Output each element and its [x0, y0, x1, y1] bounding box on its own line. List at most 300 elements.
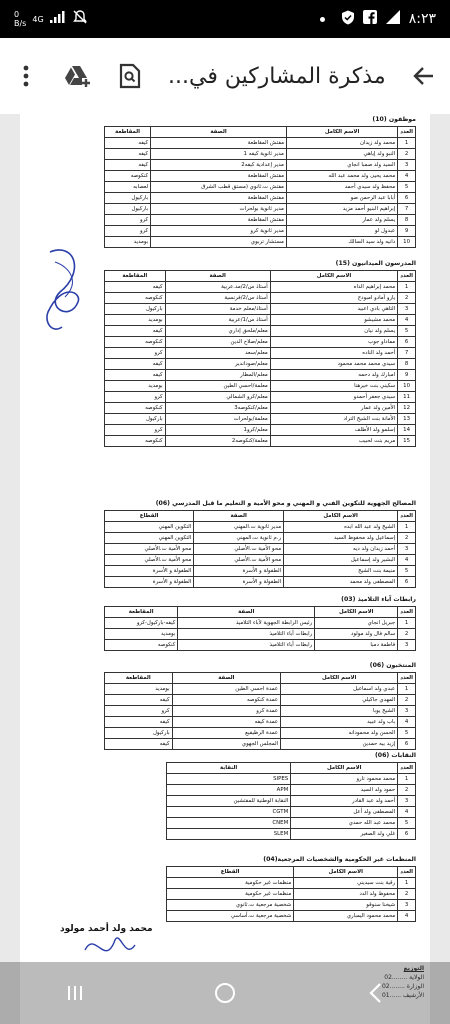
- section-title: موظفون (10): [372, 116, 416, 123]
- table-row: [105, 326, 416, 337]
- column-header: المقاطعة: [105, 271, 166, 282]
- column-header: النقابة: [167, 763, 291, 774]
- chevron-left-icon: [368, 982, 382, 1004]
- add-to-drive-button[interactable]: [64, 62, 92, 90]
- arrow-back-icon: [413, 66, 435, 86]
- battery-icon: [385, 9, 401, 29]
- table-cell: محمد يحيى ولد محمد عبد الله: [286, 171, 397, 182]
- table-cell: رئيس الرابطة الجهوية لآباء التلاميذ: [178, 618, 315, 629]
- table-cell: مدير ثانوية بولحرات: [151, 204, 287, 215]
- table-cell: كنكوصه: [105, 436, 166, 447]
- table-cell: أستاذ/معلم خدمة: [165, 304, 270, 315]
- shield-icon: [341, 10, 355, 29]
- table-cell: الطفولة و الأسرة: [194, 566, 284, 577]
- network-type: 4G: [32, 14, 44, 24]
- table-row: [105, 522, 416, 533]
- table-row: [105, 533, 416, 544]
- table-cell: يسلم ولد نيان: [270, 326, 397, 337]
- status-bar: [0, 0, 450, 38]
- table-cell: 8: [398, 359, 416, 370]
- distribution-item: الأرشيف ......01: [381, 992, 424, 999]
- table-cell: إزيد بيه حمدين: [281, 739, 398, 750]
- table-cell: 6: [398, 193, 416, 204]
- table-cell: 3: [398, 544, 416, 555]
- table-cell: 5: [398, 182, 416, 193]
- table-row: [105, 359, 416, 370]
- distribution-title: التوزيع: [403, 965, 424, 972]
- table-cell: 4: [398, 315, 416, 326]
- column-header: العدد: [398, 271, 416, 282]
- table-row: [167, 818, 416, 829]
- table-cell: 5: [398, 326, 416, 337]
- table-cell: محفوظ ولد الدد: [294, 889, 398, 900]
- ngo-table: [166, 866, 416, 922]
- facebook-icon: [363, 10, 377, 28]
- recent-apps-button[interactable]: [55, 973, 95, 1013]
- table-cell: معلمة/بولحرات: [165, 414, 270, 425]
- table-cell: رابطات آباء التلاميذ: [178, 640, 315, 651]
- table-cell: 2: [398, 533, 416, 544]
- table-header-row: [105, 511, 416, 522]
- column-header: الاسم الكامل: [270, 271, 397, 282]
- elected-officials-table: [104, 672, 416, 750]
- table-row: [105, 555, 416, 566]
- section-title: المنتخبون (06): [369, 662, 416, 669]
- table-cell: مدير إعدادية كيفه2: [151, 160, 287, 171]
- column-header: العدد: [398, 511, 416, 522]
- recent-apps-icon: [65, 983, 85, 1003]
- table-cell: عمدة كيفه: [172, 717, 281, 728]
- column-header: المقاطعة: [105, 127, 151, 138]
- table-cell: الأمانة بنت الشيخ التراد: [270, 414, 397, 425]
- table-cell: 1: [398, 522, 416, 533]
- table-header-row: [167, 763, 416, 774]
- table-row: [105, 381, 416, 392]
- staff-table: [104, 126, 416, 248]
- table-cell: كنكوصه: [105, 171, 151, 182]
- table-cell: باب ولد عبيد: [281, 717, 398, 728]
- table-row: [105, 425, 416, 436]
- table-cell: السيد ولد صمبا انجاي: [286, 160, 397, 171]
- table-cell: مفتش المقاطعة: [151, 215, 287, 226]
- table-row: [105, 204, 416, 215]
- table-cell: مريم بنت لحبيب: [270, 436, 397, 447]
- table-cell: رابطات آباء التلاميذ: [178, 629, 315, 640]
- table-cell: محمد محمود تارو: [291, 774, 398, 785]
- distribution-item: الوزارة ........02: [381, 983, 424, 990]
- table-cell: 7: [398, 204, 416, 215]
- table-cell: مستشار تربوي: [151, 237, 287, 248]
- dot-icon: [320, 17, 325, 22]
- table-cell: معلم/كرو الشمالي: [165, 392, 270, 403]
- table-row: [105, 149, 416, 160]
- table-cell: معلمة/كنكوصه2: [165, 436, 270, 447]
- table-cell: المهدي جاكيلي: [281, 695, 398, 706]
- table-cell: بومديد: [105, 629, 178, 640]
- table-cell: 1: [398, 138, 416, 149]
- table-cell: 3: [398, 160, 416, 171]
- column-header: الاسم الكامل: [291, 763, 398, 774]
- table-cell: كيفه: [105, 695, 173, 706]
- home-button[interactable]: [205, 973, 245, 1013]
- find-in-page-icon: [119, 63, 141, 89]
- table-cell: 1: [398, 618, 416, 629]
- document-title: مذكرة المشاركين في...: [168, 63, 386, 89]
- table-cell: APM: [167, 785, 291, 796]
- column-header: الصفة: [151, 127, 287, 138]
- table-cell: معلمة/احسي الطين: [165, 381, 270, 392]
- table-cell: النبو ولد إياهي: [286, 149, 397, 160]
- table-cell: كنكوصه: [105, 640, 178, 651]
- table-row: [105, 293, 416, 304]
- table-cell: المجلس الجهوي: [172, 739, 281, 750]
- table-cell: 2: [398, 293, 416, 304]
- table-row: [167, 889, 416, 900]
- table-cell: CNEM: [167, 818, 291, 829]
- table-row: [105, 370, 416, 381]
- table-row: [167, 807, 416, 818]
- table-cell: امبارك ولد دحمه: [270, 370, 397, 381]
- table-cell: أحمد زيدان ولد ديه: [284, 544, 398, 555]
- table-cell: شخصية مرجعية ت.ثانوي: [167, 900, 294, 911]
- table-row: [105, 171, 416, 182]
- table-cell: 1: [398, 282, 416, 293]
- table-cell: ر.م ثانوية ت.المهني: [194, 533, 284, 544]
- table-cell: محمد محمود اليمباري: [294, 911, 398, 922]
- table-cell: محفظ ولد سيدي أحمد: [286, 182, 397, 193]
- column-header: العدد: [398, 607, 416, 618]
- table-cell: 1: [398, 878, 416, 889]
- status-left: [14, 9, 88, 29]
- table-cell: 6: [398, 739, 416, 750]
- table-cell: محمد إبراهيم الداه: [270, 282, 397, 293]
- table-cell: منظمات غير حكومية: [167, 878, 294, 889]
- section-title: رابطات آباء التلاميذ (03): [341, 596, 416, 603]
- table-cell: كيفه: [105, 160, 151, 171]
- table-cell: 2: [398, 889, 416, 900]
- table-row: [105, 618, 416, 629]
- table-cell: مدير ثانوية ت.المهني: [194, 522, 284, 533]
- table-row: [105, 138, 416, 149]
- table-cell: مفتش ت.ثانوي (مستق قطب الشرق: [151, 182, 287, 193]
- table-row: [167, 796, 416, 807]
- table-cell: الأمين ولد عمار: [270, 403, 397, 414]
- table-cell: منيمة بنت الشيخ: [284, 566, 398, 577]
- table-row: [105, 739, 416, 750]
- table-cell: CGTM: [167, 807, 291, 818]
- table-cell: 2: [398, 149, 416, 160]
- table-cell: 4: [398, 717, 416, 728]
- table-cell: بومديد: [105, 237, 151, 248]
- table-header-row: [105, 127, 416, 138]
- table-cell: عبدي ولد اسماعيل: [281, 684, 398, 695]
- table-cell: 6: [398, 337, 416, 348]
- table-cell: المصطفى ولد أعل: [291, 807, 398, 818]
- table-cell: بومديد: [105, 315, 166, 326]
- table-cell: محمد مشيشو: [270, 315, 397, 326]
- table-row: [105, 695, 416, 706]
- table-cell: 3: [398, 640, 416, 651]
- table-cell: سيدي جعفر أحمدو: [270, 392, 397, 403]
- table-cell: معلم/المطار: [165, 370, 270, 381]
- table-cell: مفتش المقاطعة: [151, 138, 287, 149]
- table-cell: التكوين المهني: [105, 533, 194, 544]
- table-cell: أستاذ س/1/عربية: [165, 315, 270, 326]
- drive-add-icon: [64, 64, 92, 88]
- signal-icon: [50, 11, 66, 27]
- table-cell: سالم فال ولد مولود: [315, 629, 398, 640]
- table-cell: مفتش المقاطعة: [151, 193, 287, 204]
- table-row: [167, 829, 416, 840]
- more-options-button[interactable]: [12, 62, 40, 90]
- table-cell: 2: [398, 695, 416, 706]
- table-row: [167, 878, 416, 889]
- table-cell: معلم/صلاح الدين: [165, 337, 270, 348]
- table-cell: 4: [398, 911, 416, 922]
- mute-icon: [72, 9, 88, 29]
- pdf-page-2: [20, 484, 430, 1024]
- table-cell: 6: [398, 829, 416, 840]
- table-cell: 5: [398, 566, 416, 577]
- table-cell: أستاذ س/2/مد.عربية: [165, 282, 270, 293]
- table-cell: كرو: [105, 425, 166, 436]
- table-row: [105, 182, 416, 193]
- table-row: [105, 544, 416, 555]
- table-cell: كرو: [105, 392, 166, 403]
- table-cell: محو الأمية ت.الأصلي: [105, 555, 194, 566]
- table-cell: كرو: [105, 215, 151, 226]
- table-row: [105, 315, 416, 326]
- table-row: [105, 640, 416, 651]
- table-cell: الطفولة و الأسرة: [194, 577, 284, 588]
- back-nav-button[interactable]: [355, 973, 395, 1013]
- table-cell: شخصية مرجعية ت.أساسي: [167, 911, 294, 922]
- table-cell: 5: [398, 818, 416, 829]
- more-vert-icon: [23, 65, 29, 87]
- table-cell: لعصابه: [105, 182, 151, 193]
- column-header: العدد: [398, 673, 416, 684]
- app-bar-actions: [12, 62, 144, 90]
- table-cell: 1: [398, 684, 416, 695]
- table-cell: 3: [398, 796, 416, 807]
- table-row: [105, 403, 416, 414]
- table-row: [105, 629, 416, 640]
- table-cell: باركيول: [105, 728, 173, 739]
- table-cell: 7: [398, 348, 416, 359]
- signer-name: محمد ولد أحمد مولود: [60, 924, 153, 934]
- section-title: النقابات (06): [374, 752, 416, 759]
- clock-time: ٨:٢٣: [408, 11, 436, 27]
- table-cell: كيفه: [105, 370, 166, 381]
- table-cell: باركيول: [105, 204, 151, 215]
- table-cell: 10: [398, 381, 416, 392]
- table-cell: منظمات غير حكومية: [167, 889, 294, 900]
- table-cell: كيفه: [105, 326, 166, 337]
- table-cell: محو الأمية ت.الأصلي: [194, 544, 284, 555]
- column-header: الاسم الكامل: [315, 607, 398, 618]
- table-cell: أحمد ولد الناده: [270, 348, 397, 359]
- table-cell: مدير ثانوية كرو: [151, 226, 287, 237]
- section-title: المدرسون الميدانيون (15): [335, 260, 416, 267]
- table-row: [105, 193, 416, 204]
- table-row: [167, 900, 416, 911]
- table-cell: 4: [398, 807, 416, 818]
- table-header-row: [167, 867, 416, 878]
- table-cell: 15: [398, 436, 416, 447]
- table-cell: كرو: [105, 706, 173, 717]
- column-header: الاسم الكامل: [281, 673, 398, 684]
- column-header: الصفة: [178, 607, 315, 618]
- table-cell: إسماعيل ولد محفوظ السيد: [284, 533, 398, 544]
- column-header: العدد: [398, 127, 416, 138]
- search-in-document-button[interactable]: [116, 62, 144, 90]
- table-cell: 1: [398, 774, 416, 785]
- table-cell: رقية بنت سيديني: [294, 878, 398, 889]
- table-cell: أحمد ولد عبد القادر: [291, 796, 398, 807]
- unions-table: [166, 762, 416, 840]
- table-cell: 2: [398, 785, 416, 796]
- table-cell: محو الأمية ت.الأصلي: [194, 555, 284, 566]
- table-cell: شيخنا سنوقو: [294, 900, 398, 911]
- table-row: [105, 566, 416, 577]
- table-cell: إبراهيم البنيو أحمد مزيد: [286, 204, 397, 215]
- app-bar: [0, 38, 450, 114]
- table-cell: سيدي محمد محمد محمود: [270, 359, 397, 370]
- table-cell: SIPES: [167, 774, 291, 785]
- table-row: [105, 414, 416, 425]
- teachers-table: [104, 270, 416, 447]
- table-row: [105, 706, 416, 717]
- table-cell: كيفه-باركيول-كرو: [105, 618, 178, 629]
- table-cell: الشيخ ولد عبد الله ابده: [284, 522, 398, 533]
- table-cell: أستاذ س/2/فرنسية: [165, 293, 270, 304]
- table-cell: كنكوصه: [105, 293, 166, 304]
- table-cell: كيفه: [105, 359, 166, 370]
- table-cell: أبابا عبد الرحمن صو: [286, 193, 397, 204]
- table-cell: 11: [398, 392, 416, 403]
- table-row: [105, 226, 416, 237]
- column-header: العدد: [398, 867, 416, 878]
- column-header: العدد: [398, 763, 416, 774]
- table-header-row: [105, 673, 416, 684]
- table-cell: المصطفى ولد محمد: [284, 577, 398, 588]
- table-cell: 4: [398, 171, 416, 182]
- table-cell: بومديد: [105, 381, 166, 392]
- back-button[interactable]: [410, 62, 438, 90]
- table-cell: غلي ولد الصغير: [291, 829, 398, 840]
- table-cell: 5: [398, 728, 416, 739]
- table-row: [105, 684, 416, 695]
- table-cell: 3: [398, 900, 416, 911]
- table-cell: 9: [398, 370, 416, 381]
- table-cell: يسلم ولد عمار: [286, 215, 397, 226]
- table-row: [105, 337, 416, 348]
- table-cell: 14: [398, 425, 416, 436]
- table-cell: الحسن ولد محمودانه: [281, 728, 398, 739]
- table-cell: عمدة احسي الطين: [172, 684, 281, 695]
- table-cell: 9: [398, 226, 416, 237]
- table-cell: دانيه ولد سيد السالك: [286, 237, 397, 248]
- table-cell: كيفه: [105, 282, 166, 293]
- table-cell: الطفولة و الأسرة: [105, 577, 194, 588]
- table-row: [105, 348, 416, 359]
- table-row: [105, 392, 416, 403]
- table-cell: التكوين المهني: [105, 522, 194, 533]
- table-cell: جبريل انجاي: [315, 618, 398, 629]
- table-cell: كرو: [105, 348, 166, 359]
- table-cell: كيفه: [105, 138, 151, 149]
- table-row: [105, 237, 416, 248]
- table-cell: كرو: [105, 226, 151, 237]
- table-cell: كنكوصه: [105, 337, 166, 348]
- pdf-viewer[interactable]: [0, 114, 450, 1024]
- table-cell: البشير ولد إسماعيل: [284, 555, 398, 566]
- table-cell: سكيني بنت خيرهنا: [270, 381, 397, 392]
- table-row: [105, 728, 416, 739]
- column-header: الصفة: [165, 271, 270, 282]
- table-cell: محو الأمية ت.الأصلي: [105, 544, 194, 555]
- table-cell: معلم/صوداندير: [165, 359, 270, 370]
- table-cell: حمود ولد السيد: [291, 785, 398, 796]
- table-cell: مماداو جوب: [270, 337, 397, 348]
- table-row: [105, 282, 416, 293]
- speed-unit: B/s: [14, 19, 27, 28]
- section-title: المصالح الجهوية للتكوين الفني و المهني و محو الأمية و التعليم ما قبل المدرسي (06): [155, 500, 416, 507]
- home-icon: [214, 982, 236, 1004]
- column-header: الصفة: [172, 673, 281, 684]
- table-cell: معلم/كرو1: [165, 425, 270, 436]
- table-row: [105, 436, 416, 447]
- table-cell: 3: [398, 304, 416, 315]
- table-cell: 10: [398, 237, 416, 248]
- table-cell: كيفه: [105, 739, 173, 750]
- table-cell: معلم/ملحق إداري: [165, 326, 270, 337]
- table-cell: عمدة الرظيفيع: [172, 728, 281, 739]
- column-header: الاسم الكامل: [294, 867, 398, 878]
- table-cell: عمدة كنكوصه: [172, 695, 281, 706]
- table-cell: عبدول لو: [286, 226, 397, 237]
- table-header-row: [105, 607, 416, 618]
- table-cell: الشيخ يوبا: [281, 706, 398, 717]
- table-cell: محمد ولد زيدان: [286, 138, 397, 149]
- table-cell: باركيول: [105, 414, 166, 425]
- table-cell: SLEM: [167, 829, 291, 840]
- table-cell: النقابة الوطنية للمفتشين: [167, 796, 291, 807]
- column-header: المقاطعة: [105, 607, 178, 618]
- table-header-row: [105, 271, 416, 282]
- distribution-item: الولاية ........02: [384, 974, 424, 981]
- table-cell: يارو آمادو امبودج: [270, 293, 397, 304]
- table-cell: مفتش المقاطعة: [151, 171, 287, 182]
- table-cell: مدير ثانوية كيفه 1: [151, 149, 287, 160]
- speed-value: 0: [14, 10, 20, 19]
- table-row: [167, 785, 416, 796]
- table-row: [105, 577, 416, 588]
- parents-associations-table: [104, 606, 416, 651]
- table-cell: كيفه: [105, 717, 173, 728]
- table-row: [167, 774, 416, 785]
- table-cell: معلم/سعد: [165, 348, 270, 359]
- table-cell: بومديد: [105, 684, 173, 695]
- table-cell: باركيول: [105, 193, 151, 204]
- table-row: [105, 215, 416, 226]
- signature-stamp: [40, 222, 90, 346]
- table-cell: 13: [398, 414, 416, 425]
- table-row: [105, 717, 416, 728]
- column-header: الاسم الكامل: [284, 511, 398, 522]
- table-row: [167, 911, 416, 922]
- table-cell: كيفه: [105, 149, 151, 160]
